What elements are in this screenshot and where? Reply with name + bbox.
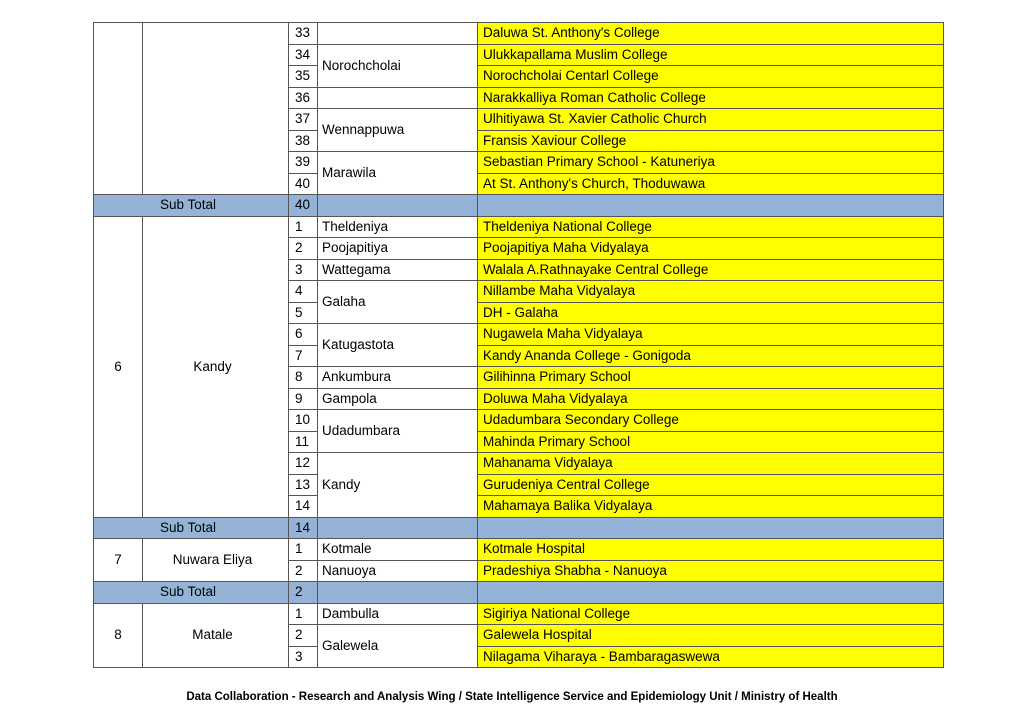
division-name-cell: Galaha	[318, 281, 478, 324]
center-name-cell: Fransis Xaviour College	[478, 130, 944, 152]
serial-number-cell: 1	[289, 216, 318, 238]
serial-number-cell: 34	[289, 44, 318, 66]
serial-number-cell: 39	[289, 152, 318, 174]
division-name-cell: Norochcholai	[318, 44, 478, 87]
serial-number-cell: 9	[289, 388, 318, 410]
serial-number-cell: 10	[289, 410, 318, 432]
center-name-cell: Walala A.Rathnayake Central College	[478, 259, 944, 281]
serial-number-cell: 13	[289, 474, 318, 496]
center-name-cell: Mahanama Vidyalaya	[478, 453, 944, 475]
division-name-cell: Gampola	[318, 388, 478, 410]
division-name-cell: Katugastota	[318, 324, 478, 367]
center-name-cell: Nilagama Viharaya - Bambaragaswewa	[478, 646, 944, 668]
district-name-cell: Nuwara Eliya	[143, 539, 289, 582]
center-name-cell: Sigiriya National College	[478, 603, 944, 625]
center-name-cell: Galewela Hospital	[478, 625, 944, 647]
center-name-cell: Mahinda Primary School	[478, 431, 944, 453]
table-row	[94, 539, 944, 561]
division-name-cell	[318, 87, 478, 109]
district-name-cell	[143, 23, 289, 195]
subtotal-empty-cell	[478, 582, 944, 604]
subtotal-count: 2	[289, 582, 318, 604]
serial-number-cell: 4	[289, 281, 318, 303]
division-name-cell: Udadumbara	[318, 410, 478, 453]
center-name-cell: Kotmale Hospital	[478, 539, 944, 561]
serial-number-cell: 36	[289, 87, 318, 109]
center-name-cell: Sebastian Primary School - Katuneriya	[478, 152, 944, 174]
serial-number-cell: 7	[289, 345, 318, 367]
division-name-cell: Kotmale	[318, 539, 478, 561]
subtotal-empty-cell	[318, 582, 478, 604]
serial-number-cell: 40	[289, 173, 318, 195]
footer-credit: Data Collaboration - Research and Analysis Wing / State Intelligence Service and Epidemiology Unit / Ministry of Health	[186, 691, 838, 703]
table-row	[94, 216, 944, 238]
district-number-cell: 6	[94, 216, 143, 517]
center-name-cell: Narakkalliya Roman Catholic College	[478, 87, 944, 109]
serial-number-cell: 8	[289, 367, 318, 389]
division-name-cell: Wennappuwa	[318, 109, 478, 152]
division-name-cell: Theldeniya	[318, 216, 478, 238]
division-name-cell: Wattegama	[318, 259, 478, 281]
district-number-cell: 7	[94, 539, 143, 582]
serial-number-cell: 12	[289, 453, 318, 475]
center-name-cell: Gilihinna Primary School	[478, 367, 944, 389]
serial-number-cell: 6	[289, 324, 318, 346]
subtotal-empty-cell	[478, 517, 944, 539]
subtotal-row	[94, 517, 944, 539]
center-name-cell: Ulukkapallama Muslim College	[478, 44, 944, 66]
division-name-cell: Marawila	[318, 152, 478, 195]
division-name-cell: Dambulla	[318, 603, 478, 625]
serial-number-cell: 14	[289, 496, 318, 518]
center-name-cell: Poojapitiya Maha Vidyalaya	[478, 238, 944, 260]
table-row	[94, 23, 944, 45]
center-name-cell: Ulhitiyawa St. Xavier Catholic Church	[478, 109, 944, 131]
district-number-cell	[94, 23, 143, 195]
division-name-cell	[318, 23, 478, 45]
division-name-cell: Kandy	[318, 453, 478, 518]
center-name-cell: At St. Anthony's Church, Thoduwawa	[478, 173, 944, 195]
center-name-cell: Nillambe Maha Vidyalaya	[478, 281, 944, 303]
center-name-cell: Doluwa Maha Vidyalaya	[478, 388, 944, 410]
subtotal-label: Sub Total	[94, 195, 289, 217]
serial-number-cell: 5	[289, 302, 318, 324]
subtotal-empty-cell	[318, 517, 478, 539]
center-name-cell: Theldeniya National College	[478, 216, 944, 238]
serial-number-cell: 11	[289, 431, 318, 453]
serial-number-cell: 33	[289, 23, 318, 45]
division-name-cell: Galewela	[318, 625, 478, 668]
table-row	[94, 603, 944, 625]
center-name-cell: DH - Galaha	[478, 302, 944, 324]
division-name-cell: Poojapitiya	[318, 238, 478, 260]
district-number-cell: 8	[94, 603, 143, 668]
subtotal-empty-cell	[478, 195, 944, 217]
district-name-cell: Matale	[143, 603, 289, 668]
center-name-cell: Udadumbara Secondary College	[478, 410, 944, 432]
center-name-cell: Kandy Ananda College - Gonigoda	[478, 345, 944, 367]
center-name-cell: Norochcholai Centarl College	[478, 66, 944, 88]
subtotal-row	[94, 195, 944, 217]
serial-number-cell: 3	[289, 646, 318, 668]
subtotal-row	[94, 582, 944, 604]
center-name-cell: Nugawela Maha Vidyalaya	[478, 324, 944, 346]
serial-number-cell: 2	[289, 238, 318, 260]
subtotal-empty-cell	[318, 195, 478, 217]
subtotal-count: 40	[289, 195, 318, 217]
center-name-cell: Gurudeniya Central College	[478, 474, 944, 496]
subtotal-count: 14	[289, 517, 318, 539]
subtotal-label: Sub Total	[94, 517, 289, 539]
center-name-cell: Daluwa St. Anthony's College	[478, 23, 944, 45]
vaccination-centers-table	[93, 22, 944, 668]
serial-number-cell: 2	[289, 560, 318, 582]
serial-number-cell: 1	[289, 539, 318, 561]
serial-number-cell: 1	[289, 603, 318, 625]
district-name-cell: Kandy	[143, 216, 289, 517]
serial-number-cell: 38	[289, 130, 318, 152]
division-name-cell: Nanuoya	[318, 560, 478, 582]
serial-number-cell: 3	[289, 259, 318, 281]
serial-number-cell: 35	[289, 66, 318, 88]
division-name-cell: Ankumbura	[318, 367, 478, 389]
serial-number-cell: 37	[289, 109, 318, 131]
serial-number-cell: 2	[289, 625, 318, 647]
subtotal-label: Sub Total	[94, 582, 289, 604]
center-name-cell: Pradeshiya Shabha - Nanuoya	[478, 560, 944, 582]
center-name-cell: Mahamaya Balika Vidyalaya	[478, 496, 944, 518]
